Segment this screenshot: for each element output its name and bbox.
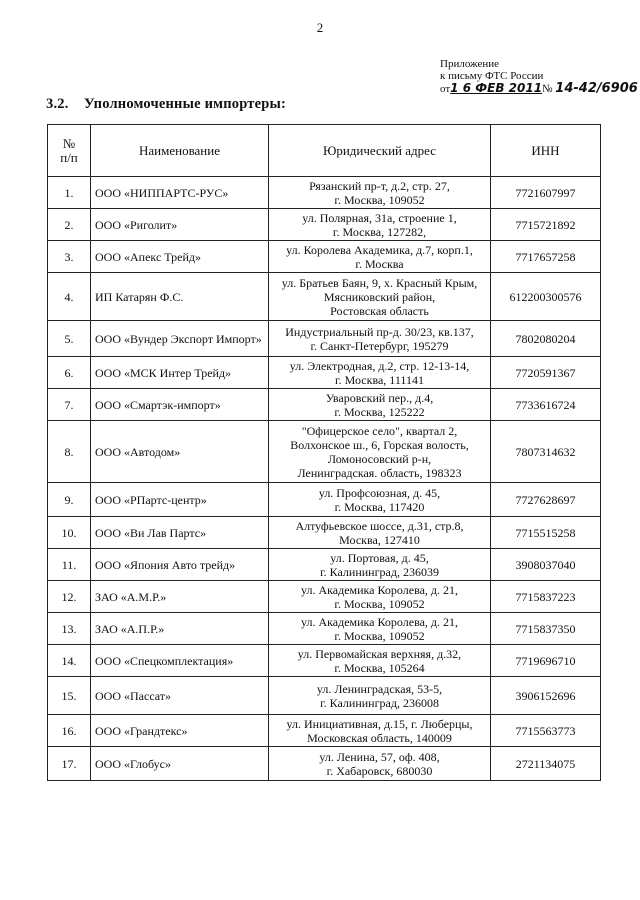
section-heading — [46, 96, 286, 113]
row-number: 3. — [48, 241, 91, 273]
address-line: г. Москва, 125222 — [334, 404, 425, 419]
number-sign: № — [542, 83, 553, 95]
address-line: ул. Профсоюзная, д. 45, — [318, 485, 441, 500]
inn-value: 7719696710 — [491, 645, 601, 677]
legal-address — [269, 321, 491, 357]
legal-address — [269, 645, 491, 677]
address-line: Индустриальный пр-д. 30/23, кв.137, — [285, 324, 474, 339]
company-name: ООО «Япония Авто трейд» — [91, 549, 269, 581]
address-line: Ростовская область — [330, 303, 429, 318]
table-row — [48, 241, 601, 273]
address-line: Рязанский пр-т, д.2, стр. 27, — [309, 178, 450, 193]
row-number: 10. — [48, 517, 91, 549]
inn-value: 2721134075 — [491, 747, 601, 781]
company-name: ООО «Апекс Трейд» — [91, 241, 269, 273]
legal-address — [269, 581, 491, 613]
company-name: ООО «Автодом» — [91, 421, 269, 483]
legal-address — [269, 209, 491, 241]
legal-address — [269, 517, 491, 549]
address-line: г. Москва, 117420 — [334, 499, 425, 514]
legal-address — [269, 177, 491, 209]
address-line: г. Москва — [355, 256, 404, 271]
company-name: ООО «Пассат» — [91, 677, 269, 715]
row-number: 9. — [48, 483, 91, 517]
table-row — [48, 177, 601, 209]
header-name: Наименование — [91, 125, 269, 177]
date-prefix: от — [440, 83, 451, 95]
row-number: 13. — [48, 613, 91, 645]
table-row — [48, 715, 601, 747]
address-line: ул. Электродная, д.2, стр. 12-13-14, — [289, 358, 470, 373]
address-line: ул. Портовая, д. 45, — [330, 550, 429, 565]
table-row — [48, 209, 601, 241]
company-name: ООО «Ви Лав Партс» — [91, 517, 269, 549]
table-row — [48, 321, 601, 357]
section-number: 3.2. — [46, 96, 69, 112]
table-row — [48, 747, 601, 781]
company-name: ИП Катарян Ф.С. — [91, 273, 269, 321]
inn-value: 7715837223 — [491, 581, 601, 613]
legal-address — [269, 357, 491, 389]
inn-value: 3906152696 — [491, 677, 601, 715]
row-number: 2. — [48, 209, 91, 241]
legal-address — [269, 677, 491, 715]
address-line: г. Санкт-Петербург, 195279 — [310, 338, 449, 353]
company-name: ООО «НИППАРТС-РУС» — [91, 177, 269, 209]
legal-address — [269, 715, 491, 747]
address-line: Уваровский пер., д.4, — [325, 390, 434, 405]
handwritten-number: 14-42/6906 — [555, 81, 638, 96]
header-address: Юридический адрес — [269, 125, 491, 177]
address-line: Алтуфьевское шоссе, д.31, стр.8, — [295, 518, 464, 533]
address-line: ул. Инициативная, д.15, г. Люберцы, — [286, 716, 473, 731]
row-number: 17. — [48, 747, 91, 781]
inn-value: 7733616724 — [491, 389, 601, 421]
row-number: 12. — [48, 581, 91, 613]
table-row — [48, 517, 601, 549]
address-line: ул. Братьев Баян, 9, х. Красный Крым, — [281, 275, 478, 290]
row-number: 5. — [48, 321, 91, 357]
appendix-date-number-line — [440, 81, 638, 96]
address-line: Волхонское ш., 6, Горская волость, — [290, 437, 469, 452]
address-line: ул. Полярная, 31а, строение 1, — [302, 210, 457, 225]
company-name: ООО «РПартс-центр» — [91, 483, 269, 517]
address-line: Ленинградская. область, 198323 — [297, 465, 462, 480]
address-line: г. Калининград, 236008 — [320, 695, 439, 710]
address-line: Ломоносовский р-н, — [327, 451, 432, 466]
row-number: 6. — [48, 357, 91, 389]
header-num: № п/п — [48, 125, 91, 177]
legal-address — [269, 273, 491, 321]
address-line: ул. Академика Королева, д. 21, — [300, 614, 459, 629]
inn-value: 7802080204 — [491, 321, 601, 357]
legal-address — [269, 241, 491, 273]
address-line: г. Хабаровск, 680030 — [326, 763, 433, 778]
company-name: ООО «Глобус» — [91, 747, 269, 781]
table-row — [48, 421, 601, 483]
table-row — [48, 677, 601, 715]
company-name: ООО «Риголит» — [91, 209, 269, 241]
address-line: Московская область, 140009 — [307, 730, 452, 745]
table-row — [48, 483, 601, 517]
inn-value: 7721607997 — [491, 177, 601, 209]
appendix-title: Приложение — [440, 58, 500, 70]
address-line: Москва, 127410 — [339, 532, 420, 547]
table-row — [48, 581, 601, 613]
appendix-letter-ref: к письму ФТС России — [440, 70, 544, 82]
address-line: ул. Первомайская верхняя, д.32, — [297, 646, 462, 661]
address-line: г. Москва, 109052 — [334, 596, 425, 611]
table-row — [48, 613, 601, 645]
row-number: 14. — [48, 645, 91, 677]
address-line: г. Москва, 105264 — [334, 660, 425, 675]
address-line: ул. Ленинградская, 53-5, — [316, 681, 443, 696]
address-line: ул. Академика Королева, д. 21, — [300, 582, 459, 597]
address-line: ул. Ленина, 57, оф. 408, — [319, 749, 440, 764]
row-number: 8. — [48, 421, 91, 483]
address-line: Мясниковский район, — [323, 289, 436, 304]
address-line: "Офицерское село", квартал 2, — [301, 423, 458, 438]
inn-value: 3908037040 — [491, 549, 601, 581]
address-line: ул. Королева Академика, д.7, корп.1, — [286, 242, 473, 257]
legal-address — [269, 747, 491, 781]
row-number: 1. — [48, 177, 91, 209]
company-name: ООО «Вундер Экспорт Импорт» — [91, 321, 269, 357]
row-number: 7. — [48, 389, 91, 421]
table-row — [48, 549, 601, 581]
appendix-block — [440, 58, 638, 96]
legal-address — [269, 613, 491, 645]
address-line: г. Калининград, 236039 — [320, 564, 439, 579]
importers-table — [47, 124, 601, 781]
address-line: г. Москва, 111141 — [335, 372, 424, 387]
address-line: г. Москва, 109052 — [334, 628, 425, 643]
inn-value: 7715563773 — [491, 715, 601, 747]
table-row — [48, 645, 601, 677]
table-header-row — [48, 125, 601, 177]
legal-address — [269, 483, 491, 517]
inn-value: 7717657258 — [491, 241, 601, 273]
legal-address — [269, 389, 491, 421]
handwritten-date: 1 6 ФЕВ 2011 — [450, 81, 543, 95]
table-row — [48, 389, 601, 421]
company-name: ООО «Спецкомплектация» — [91, 645, 269, 677]
row-number: 16. — [48, 715, 91, 747]
section-title: Уполномоченные импортеры: — [84, 96, 287, 112]
table-row — [48, 357, 601, 389]
legal-address — [269, 421, 491, 483]
table-row — [48, 273, 601, 321]
inn-value: 7720591367 — [491, 357, 601, 389]
inn-value: 7807314632 — [491, 421, 601, 483]
page-number: 2 — [316, 20, 324, 35]
company-name: ООО «МСК Интер Трейд» — [91, 357, 269, 389]
inn-value: 7715837350 — [491, 613, 601, 645]
row-number: 4. — [48, 273, 91, 321]
company-name: ЗАО «А.М.Р.» — [91, 581, 269, 613]
legal-address — [269, 549, 491, 581]
address-line: г. Москва, 109052 — [334, 192, 425, 207]
inn-value: 7715721892 — [491, 209, 601, 241]
row-number: 11. — [48, 549, 91, 581]
company-name: ЗАО «А.П.Р.» — [91, 613, 269, 645]
row-number: 15. — [48, 677, 91, 715]
header-inn: ИНН — [491, 125, 601, 177]
inn-value: 612200300576 — [491, 273, 601, 321]
inn-value: 7727628697 — [491, 483, 601, 517]
company-name: ООО «Смартэк-импорт» — [91, 389, 269, 421]
company-name: ООО «Грандтекс» — [91, 715, 269, 747]
inn-value: 7715515258 — [491, 517, 601, 549]
address-line: г. Москва, 127282, — [332, 224, 427, 239]
